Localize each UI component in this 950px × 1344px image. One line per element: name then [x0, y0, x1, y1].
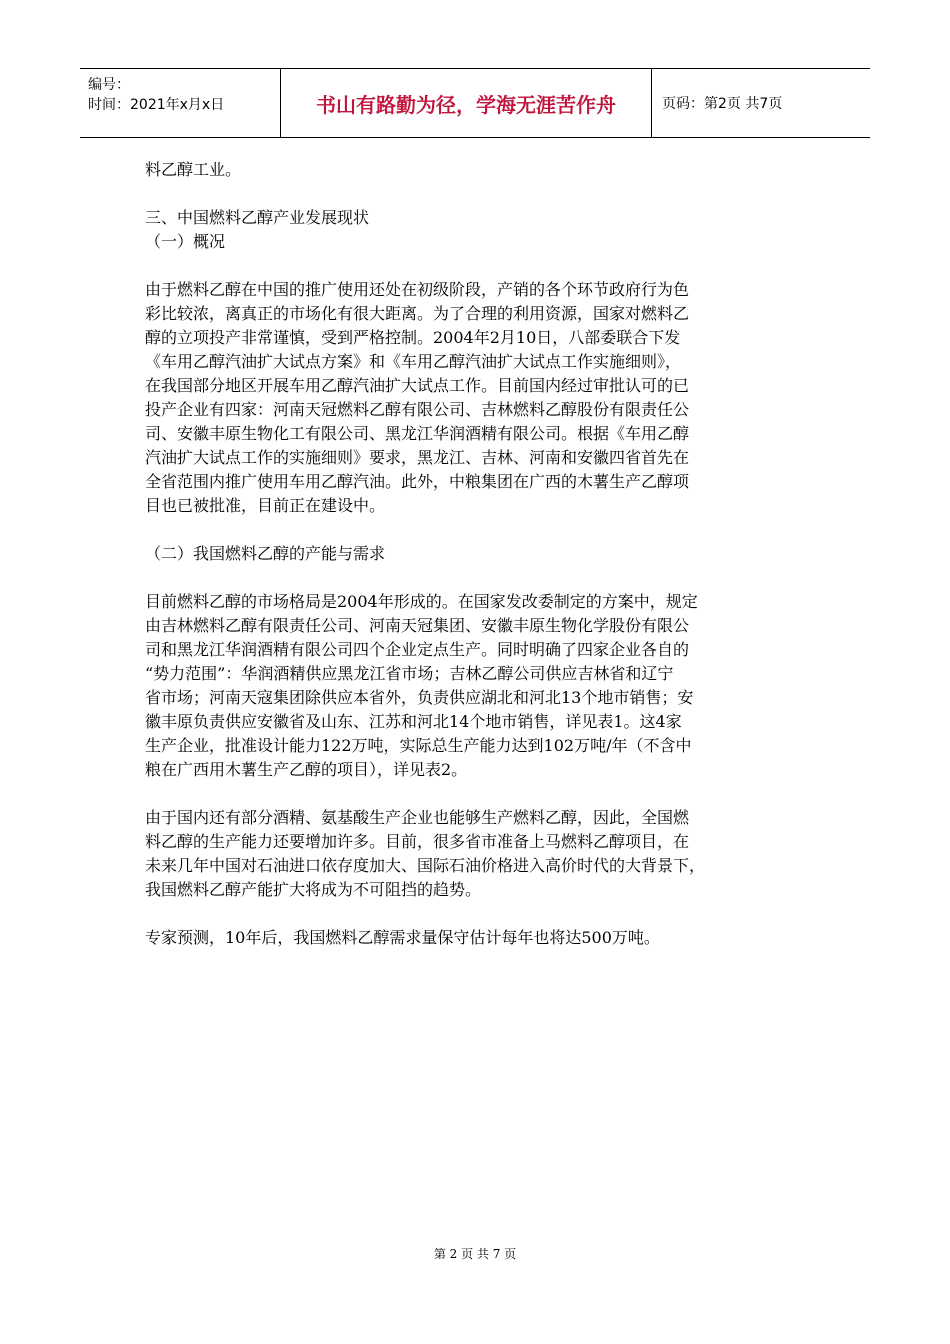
header-page-info: 页码：第2页 共7页	[662, 96, 783, 112]
header-motto: 书山有路勤为径，学海无涯苦作舟	[281, 69, 652, 137]
text-line: 司、安徽丰原生物化工有限公司、黑龙江华润酒精有限公司。根据《车用乙醇	[145, 424, 690, 443]
document-number-label: 编号：	[88, 77, 130, 93]
paragraph-intro-tail: 料乙醇工业。	[145, 160, 242, 179]
subsection-2-paragraph-2	[145, 806, 810, 902]
text-line: 《车用乙醇汽油扩大试点方案》和《车用乙醇汽油扩大试点工作实施细则》，	[145, 352, 682, 371]
text-line: 由于燃料乙醇在中国的推广使用还处在初级阶段，产销的各个环节政府行为色	[145, 280, 690, 299]
text-line: 料乙醇的生产能力还要增加许多。目前，很多省市准备上马燃料乙醇项目，在	[145, 832, 690, 851]
text-line: 全省范围内推广使用车用乙醇汽油。此外，中粮集团在广西的木薯生产乙醇项	[145, 472, 690, 491]
text-line: 未来几年中国对石油进口依存度加大、国际石油价格进入高价时代的大背景下，	[145, 856, 706, 875]
page-header	[80, 68, 870, 138]
text-line: 投产企业有四家：河南天冠燃料乙醇有限公司、吉林燃料乙醇股份有限责任公	[145, 400, 690, 419]
subsection-2-paragraph-1	[145, 590, 810, 782]
subsection-1-paragraph	[145, 278, 810, 518]
text-line: 目也已被批准，目前正在建设中。	[145, 496, 386, 515]
text-line: 目前燃料乙醇的市场格局是2004年形成的。在国家发改委制定的方案中，规定	[145, 592, 698, 611]
text-line: 在我国部分地区开展车用乙醇汽油扩大试点工作。目前国内经过审批认可的已	[145, 376, 690, 395]
text-line: “势力范围”：华润酒精供应黑龙江省市场；吉林乙醇公司供应吉林省和辽宁	[145, 664, 674, 683]
document-time-label: 时间：2021年x月x日	[88, 97, 225, 113]
text-line: 由吉林燃料乙醇有限责任公司、河南天冠集团、安徽丰原生物化学股份有限公	[145, 616, 690, 635]
page-footer: 第 2 页 共 7 页	[433, 1247, 517, 1261]
subsection-2-paragraph-3: 专家预测，10年后，我国燃料乙醇需求量保守估计每年也将达500万吨。	[145, 928, 660, 947]
text-line: 省市场；河南天寇集团除供应本省外，负责供应湖北和河北13个地市销售；安	[145, 688, 694, 707]
text-line: 我国燃料乙醇产能扩大将成为不可阻挡的趋势。	[145, 880, 482, 899]
text-line: 粮在广西用木薯生产乙醇的项目），详见表2。	[145, 760, 468, 779]
text-line: 生产企业，批准设计能力122万吨，实际总生产能力达到102万吨/年（不含中	[145, 736, 692, 755]
text-line: 彩比较浓，离真正的市场化有很大距离。为了合理的利用资源，国家对燃料乙	[145, 304, 690, 323]
section-title: 三、中国燃料乙醇产业发展现状	[145, 208, 370, 227]
text-line: 汽油扩大试点工作的实施细则》要求，黑龙江、吉林、河南和安徽四省首先在	[145, 448, 690, 467]
subsection-2-title: （二）我国燃料乙醇的产能与需求	[145, 544, 386, 563]
text-line: 由于国内还有部分酒精、氨基酸生产企业也能够生产燃料乙醇，因此，全国燃	[145, 808, 690, 827]
document-body	[145, 158, 810, 950]
header-meta	[80, 69, 281, 137]
text-line: 司和黑龙江华润酒精有限公司四个企业定点生产。同时明确了四家企业各自的	[145, 640, 690, 659]
subsection-1-title: （一）概况	[145, 232, 226, 251]
text-line: 徽丰原负责供应安徽省及山东、江苏和河北14个地市销售，详见表1。这4家	[145, 712, 682, 731]
text-line: 醇的立项投产非常谨慎，受到严格控制。2004年2月10日，八部委联合下发	[145, 328, 681, 347]
